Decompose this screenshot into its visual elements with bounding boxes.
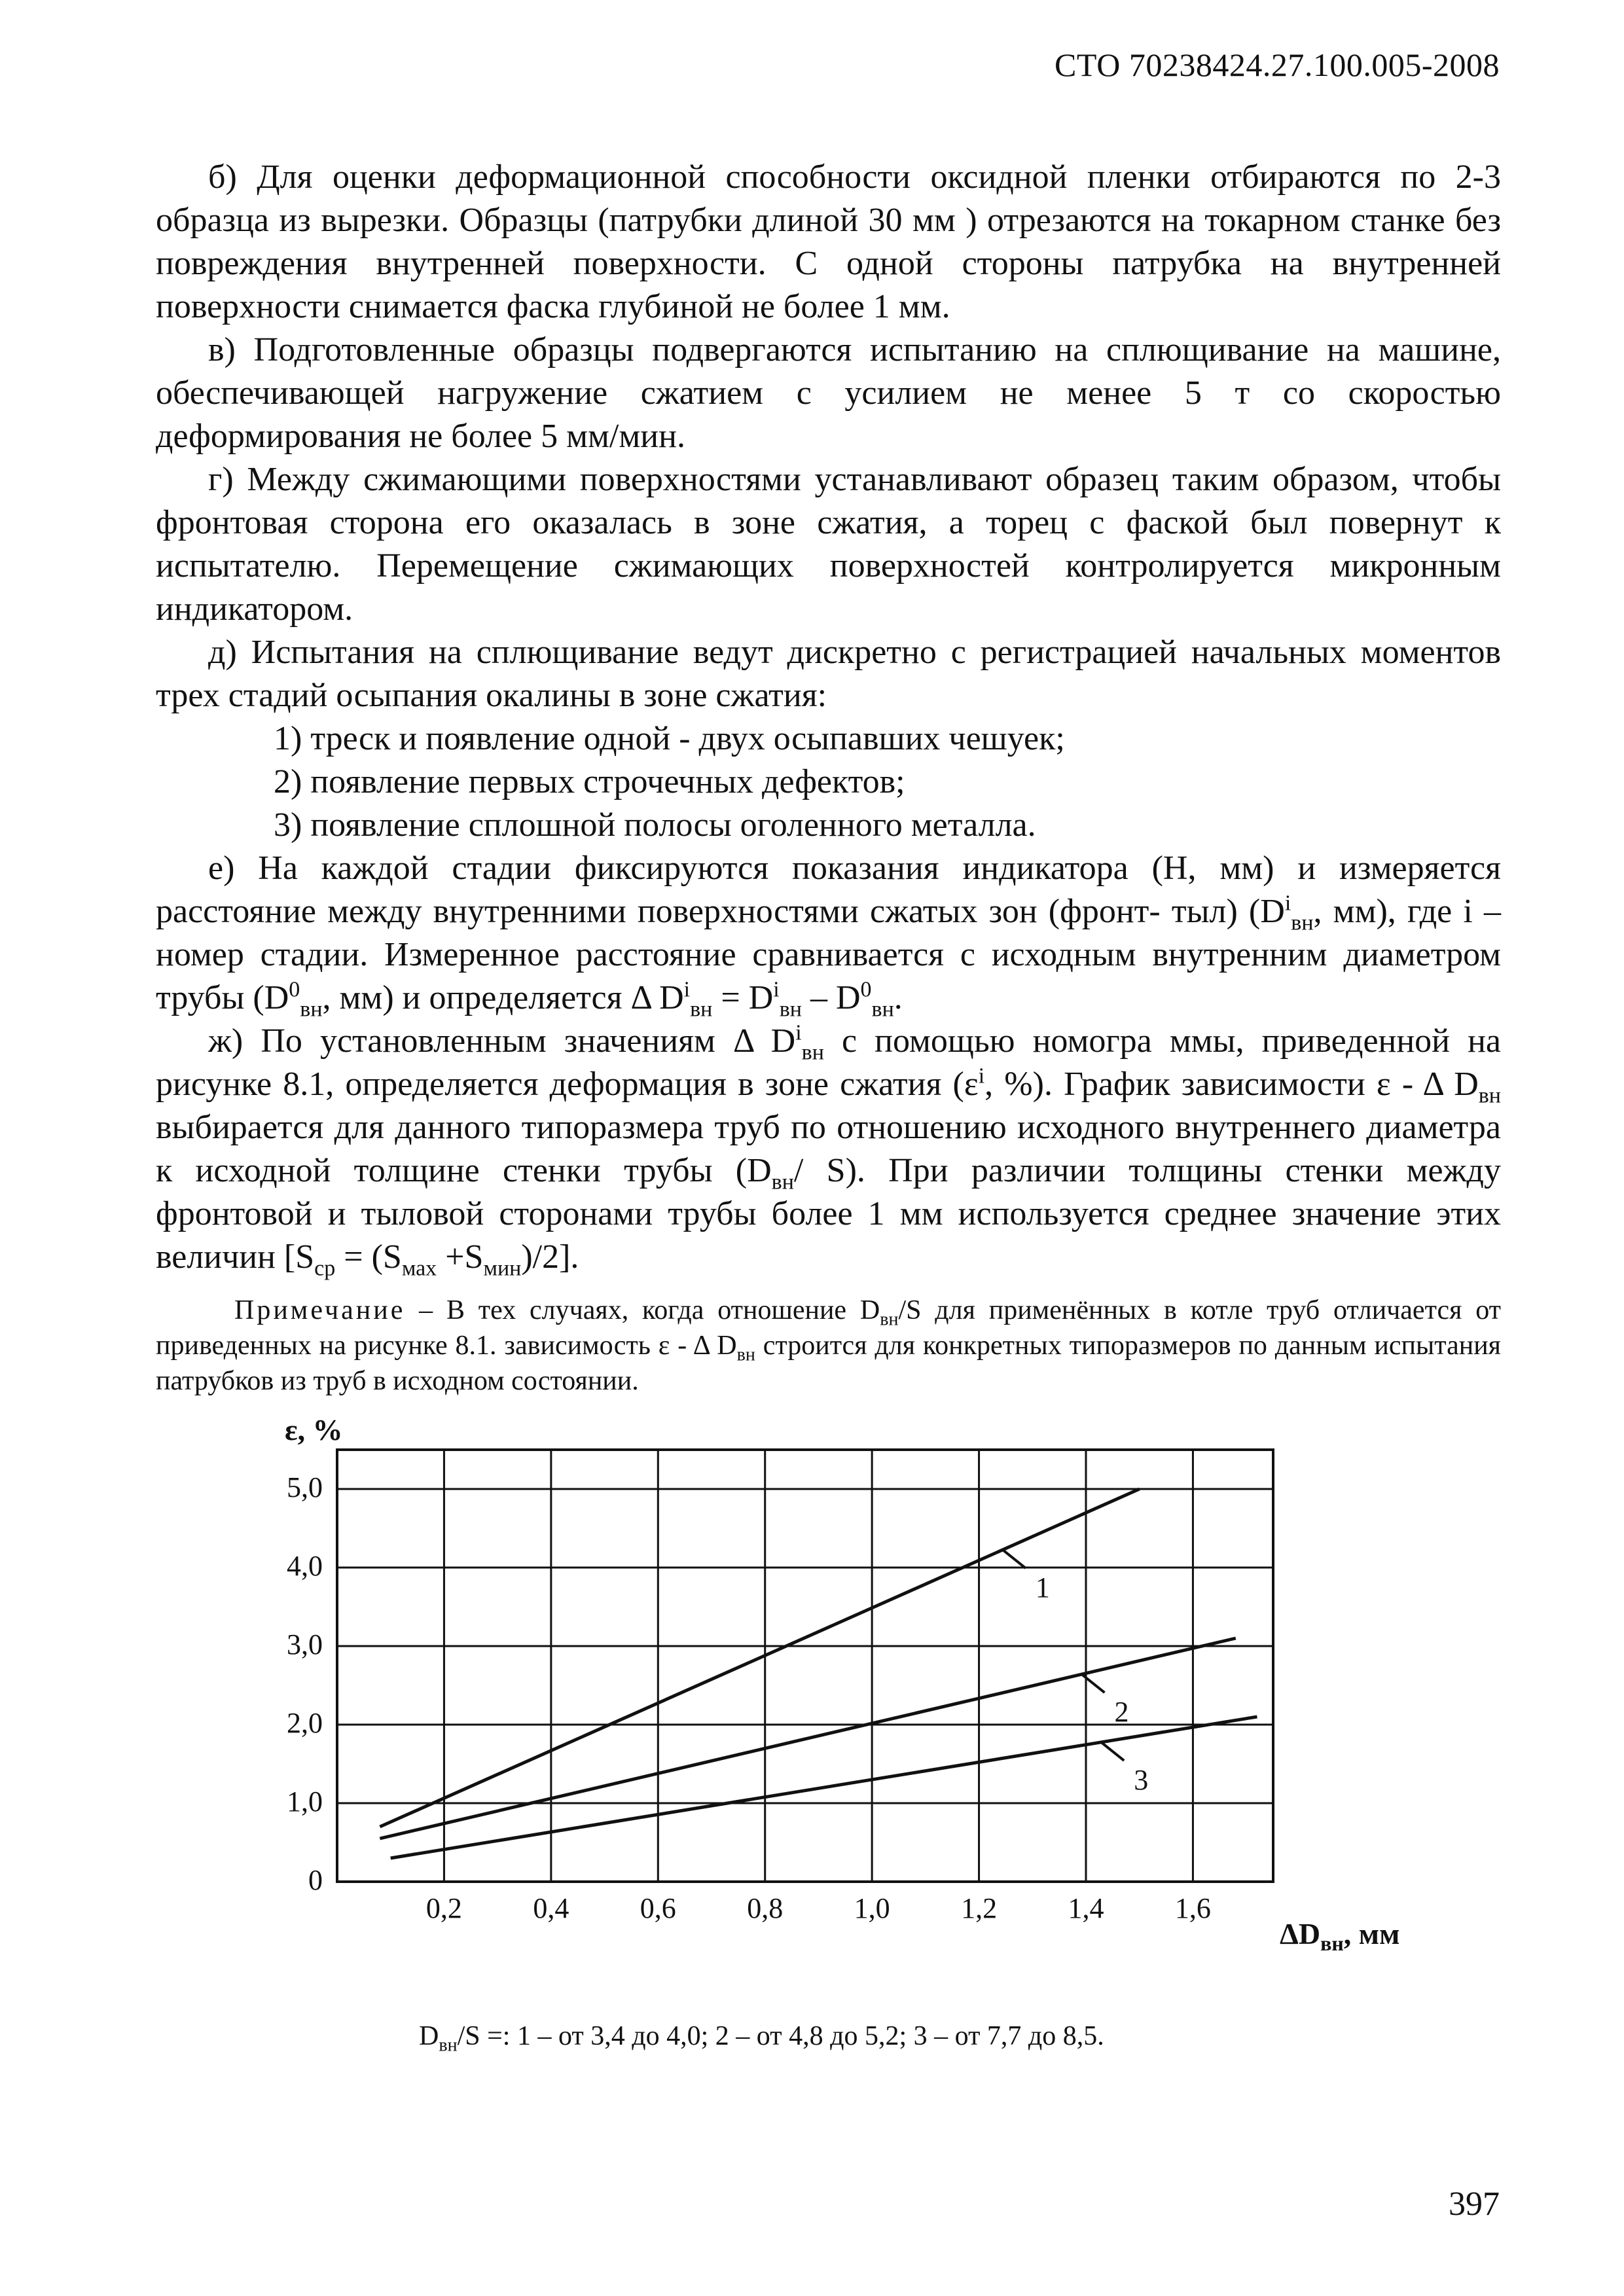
paragraph-d: д) Испытания на сплющивание ведут дискретно с регистрацией начальных моментов трех стадий осыпания окалины в зоне сжатия: (156, 634, 1501, 714)
note: Примечание – В тех случаях, когда отношение $D_{вн}/S$ для применённых в котле труб отличается от приведенных на рисунке 8.1. зависимость ε - Δ $D_{вн}$ строится для конкретных типоразмеров по данным испытания патрубков из труб в исходном состоянии. (156, 1295, 1502, 1396)
series-label-1: 1 (1035, 1571, 1050, 1604)
y-axis-label: ε, % (285, 1413, 343, 1446)
series-line-2 (380, 1638, 1235, 1839)
y-tick-label: 0 (308, 1864, 323, 1896)
note-label: Примечание (234, 1295, 406, 1325)
list-item-1: 1) треск и появление одной - двух осыпавших чешуек; (274, 720, 1065, 757)
y-tick-label: 3,0 (287, 1628, 323, 1660)
y-tick-label: 2,0 (287, 1707, 323, 1739)
series-leader-1 (1003, 1550, 1026, 1568)
x-tick-label: 1,2 (961, 1892, 998, 1924)
list-item-2: 2) появление первых строчечных дефектов; (274, 763, 905, 800)
paragraph-b: б) Для оценки деформационной способности оксидной пленки отбираются по 2-3 образца из вырезки. Образцы (патрубки длиной 30 мм ) отрезаются на токарном станке без повреждения внутренней поверхности. С одной стороны патрубка на внутренней поверхности снимается фаска глубиной не более 1 мм. (156, 158, 1501, 325)
x-tick-label: 0,8 (747, 1892, 784, 1924)
document-code: СТО 70238424.27.100.005-2008 (1055, 46, 1500, 83)
series-label-3: 3 (1134, 1763, 1149, 1796)
x-tick-label: 0,4 (533, 1892, 569, 1924)
y-tick-label: 1,0 (287, 1785, 323, 1818)
x-tick-label: 0,2 (425, 1892, 462, 1924)
x-tick-label: 1,0 (854, 1892, 890, 1924)
y-tick-label: 4,0 (287, 1550, 323, 1582)
series-line-1 (380, 1489, 1139, 1827)
x-tick-label: 0,6 (640, 1892, 676, 1924)
paragraph-zh: ж) По установленным значениям Δ $D^i_{вн}$ с помощью номогра ммы, приведенной на рисунке 8.1, определяется деформация в зоне сжатия ($\varepsilon^i$, %). График зависимости ε - Δ $D_{вн}$ выбирается для данного типоразмера труб по отношению исходного внутреннего диаметра к исходной толщине стенки трубы ($D_{вн}/$ S). При различии толщины стенки между фронтовой и тыловой сторонами трубы более 1 мм используется среднее значение этих величин $[S_{ср} = (S_{мах} +S_{мин})/2]$. (156, 1020, 1502, 1281)
list-item-3: 3) появление сплошной полосы оголенного металла. (274, 806, 1036, 844)
series-line-3 (391, 1717, 1257, 1858)
x-tick-label: 1,4 (1068, 1892, 1104, 1924)
paragraph-v: в) Подготовленные образцы подвергаются испытанию на сплющивание на машине, обеспечивающей нагружение сжатием с усилием не менее 5 т со скоростью деформирования не более 5 мм/мин. (156, 331, 1501, 455)
series-leader-3 (1101, 1742, 1124, 1761)
series-label-2: 2 (1114, 1696, 1129, 1729)
x-tick-label: 1,6 (1174, 1892, 1211, 1924)
nomogram-chart (236, 1407, 1427, 2016)
x-axis-label: $\Delta D_{вн}$, мм (1280, 1917, 1400, 1955)
figure-caption: $D_{вн}/S$ =: 1 – от 3,4 до 4,0; 2 – от 4,8 до 5,2; 3 – от 7,7 до 8,5. (419, 2021, 1104, 2056)
page-number: 397 (1449, 2185, 1500, 2223)
body-text (156, 156, 1501, 1279)
paragraph-e: е) На каждой стадии фиксируются показания индикатора (Н, мм) и измеряется расстояние между внутренними поверхностями сжатых зон (фронт- тыл) ($D^i_{вн}$, мм), где i – номер стадии. Измеренное расстояние сравнивается с исходным внутренним диаметром трубы ($D^0_{вн}$, мм) и определяется Δ $D^i_{вн} = D^i_{вн} - D^0_{вн}$. (156, 850, 1501, 1022)
y-tick-label: 5,0 (287, 1471, 323, 1503)
paragraph-g: г) Между сжимающими поверхностями устанавливают образец таким образом, чтобы фронтовая сторона его оказалась в зоне сжатия, а торец с фаской был повернут к испытателю. Перемещение сжимающих поверхностей контролируется микронным индикатором. (156, 461, 1501, 628)
